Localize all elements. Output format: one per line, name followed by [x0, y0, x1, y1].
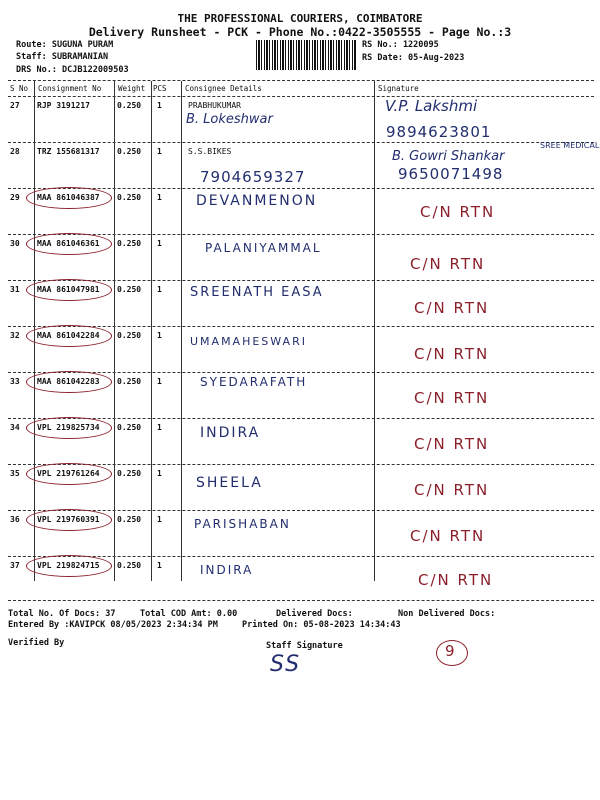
- handwritten-signature: B. Gowri Shankar: [392, 149, 505, 164]
- company-title: THE PROFESSIONAL COURIERS, COIMBATORE: [177, 12, 423, 25]
- row-sno: 29: [10, 193, 20, 202]
- row-sno: 37: [10, 561, 20, 570]
- row-pcs: 1: [157, 147, 162, 156]
- handwritten-consignee: PARISHABAN: [194, 517, 291, 531]
- handwritten-signature: C/N RTN: [414, 481, 490, 499]
- handwritten-consignee: UMAMAHESWARI: [190, 335, 307, 348]
- row-consignment: TRZ 155681317: [37, 147, 100, 156]
- table-row: [0, 557, 600, 603]
- table-row: [0, 281, 600, 327]
- handwritten-consignee: PALANIYAMMAL: [205, 241, 322, 255]
- handwritten-note: SREE MEDICAL: [540, 141, 600, 150]
- handwritten-signature: V.P. Lakshmi: [385, 97, 478, 115]
- table-row: [0, 235, 600, 281]
- row-weight: 0.250: [117, 285, 142, 294]
- printed-on: Printed On: 05-08-2023 14:34:43: [242, 620, 401, 630]
- row-sno: 35: [10, 469, 20, 478]
- row-sno: 36: [10, 515, 20, 524]
- row-sno: 31: [10, 285, 20, 294]
- row-consignee: S.S.BIKES: [188, 147, 232, 156]
- row-consignment: MAA 861047981: [37, 285, 100, 294]
- handwritten-consignee: INDIRA: [200, 563, 254, 577]
- row-sno: 34: [10, 423, 20, 432]
- row-pcs: 1: [157, 515, 162, 524]
- row-pcs: 1: [157, 469, 162, 478]
- row-weight: 0.250: [117, 331, 142, 340]
- handwritten-consignee: SYEDARAFATH: [200, 375, 308, 389]
- row-weight: 0.250: [117, 147, 142, 156]
- rs-date: RS Date: 05-Aug-2023: [362, 53, 465, 63]
- verified-by: Verified By: [8, 638, 65, 648]
- row-weight: 0.250: [117, 377, 142, 386]
- col-header-weight: Weight: [118, 84, 146, 93]
- row-consignment: VPL 219760391: [37, 515, 100, 524]
- handwritten-signature: C/N RTN: [410, 255, 486, 273]
- barcode: [256, 40, 356, 70]
- row-weight: 0.250: [117, 515, 142, 524]
- row-consignment: VPL 219824715: [37, 561, 100, 570]
- table-row: [0, 327, 600, 373]
- staff-signature: SS: [270, 652, 302, 677]
- row-pcs: 1: [157, 561, 162, 570]
- handwritten-signature: C/N RTN: [414, 389, 490, 407]
- handwritten-consignee: B. Lokeshwar: [186, 112, 273, 127]
- row-pcs: 1: [157, 101, 162, 110]
- handwritten-consignee: DEVANMENON: [196, 193, 318, 209]
- route-text: Route: SUGUNA PURAM: [16, 40, 114, 50]
- row-pcs: 1: [157, 423, 162, 432]
- table-top-divider: [8, 80, 594, 81]
- delivered-docs: Delivered Docs:: [276, 609, 353, 619]
- col-header-pcs: PCS: [153, 84, 167, 93]
- handwritten-page-number: 9: [445, 642, 455, 660]
- row-weight: 0.250: [117, 561, 142, 570]
- handwritten-signature: C/N RTN: [414, 345, 490, 363]
- rs-number: RS No.: 1220095: [362, 40, 439, 50]
- col-header-consignee: Consignee Details: [185, 84, 262, 93]
- row-consignee: PRABHUKUMAR: [188, 101, 241, 110]
- col-header-sno: S No: [10, 84, 29, 93]
- row-consignment: RJP 3191217: [37, 101, 90, 110]
- staff-text: Staff: SUBRAMANIAN: [16, 52, 109, 62]
- col-header-signature: Signature: [378, 84, 419, 93]
- table-bottom-divider: [8, 600, 594, 601]
- row-pcs: 1: [157, 239, 162, 248]
- handwritten-consignee: 7904659327: [200, 168, 306, 186]
- row-weight: 0.250: [117, 469, 142, 478]
- row-weight: 0.250: [117, 101, 142, 110]
- row-sno: 28: [10, 147, 20, 156]
- table-row: [0, 143, 600, 189]
- handwritten-consignee: INDIRA: [200, 425, 261, 441]
- row-weight: 0.250: [117, 239, 142, 248]
- entered-by: Entered By :KAVIPCK 08/05/2023 2:34:34 PM: [8, 620, 218, 630]
- row-consignment: MAA 861042283: [37, 377, 100, 386]
- row-consignment: VPL 219825734: [37, 423, 100, 432]
- row-sno: 27: [10, 101, 20, 110]
- staff-signature-label: Staff Signature: [266, 641, 343, 651]
- row-weight: 0.250: [117, 193, 142, 202]
- handwritten-phone: 9894623801: [386, 123, 492, 141]
- col-header-consignment: Consignment No: [38, 84, 102, 93]
- table-row: [0, 465, 600, 511]
- handwritten-signature: C/N RTN: [414, 299, 490, 317]
- handwritten-signature: C/N RTN: [418, 571, 494, 589]
- non-delivered-docs: Non Delivered Docs:: [398, 609, 496, 619]
- row-pcs: 1: [157, 377, 162, 386]
- handwritten-signature: C/N RTN: [410, 527, 486, 545]
- row-consignment: MAA 861046387: [37, 193, 100, 202]
- row-pcs: 1: [157, 285, 162, 294]
- row-sno: 33: [10, 377, 20, 386]
- drs-number: DRS No.: DCJB122009503: [16, 65, 129, 75]
- table-row: [0, 189, 600, 235]
- handwritten-phone: 9650071498: [398, 165, 504, 183]
- table-row: [0, 419, 600, 465]
- row-sno: 32: [10, 331, 20, 340]
- runsheet-title: Delivery Runsheet - PCK - Phone No.:0422-3505555 - Page No.:3: [88, 25, 512, 39]
- row-pcs: 1: [157, 331, 162, 340]
- row-pcs: 1: [157, 193, 162, 202]
- handwritten-signature: C/N RTN: [420, 203, 496, 221]
- table-row: [0, 373, 600, 419]
- row-consignment: MAA 861042284: [37, 331, 100, 340]
- table-row: [0, 511, 600, 557]
- row-consignment: MAA 861046361: [37, 239, 100, 248]
- row-sno: 30: [10, 239, 20, 248]
- handwritten-signature: C/N RTN: [414, 435, 490, 453]
- row-weight: 0.250: [117, 423, 142, 432]
- total-cod-amount: Total COD Amt: 0.00: [140, 609, 238, 619]
- handwritten-consignee: SREENATH EASA: [190, 285, 324, 300]
- row-consignment: VPL 219761264: [37, 469, 100, 478]
- total-docs: Total No. Of Docs: 37: [8, 609, 116, 619]
- handwritten-consignee: SHEELA: [196, 475, 263, 491]
- table-row: [0, 97, 600, 143]
